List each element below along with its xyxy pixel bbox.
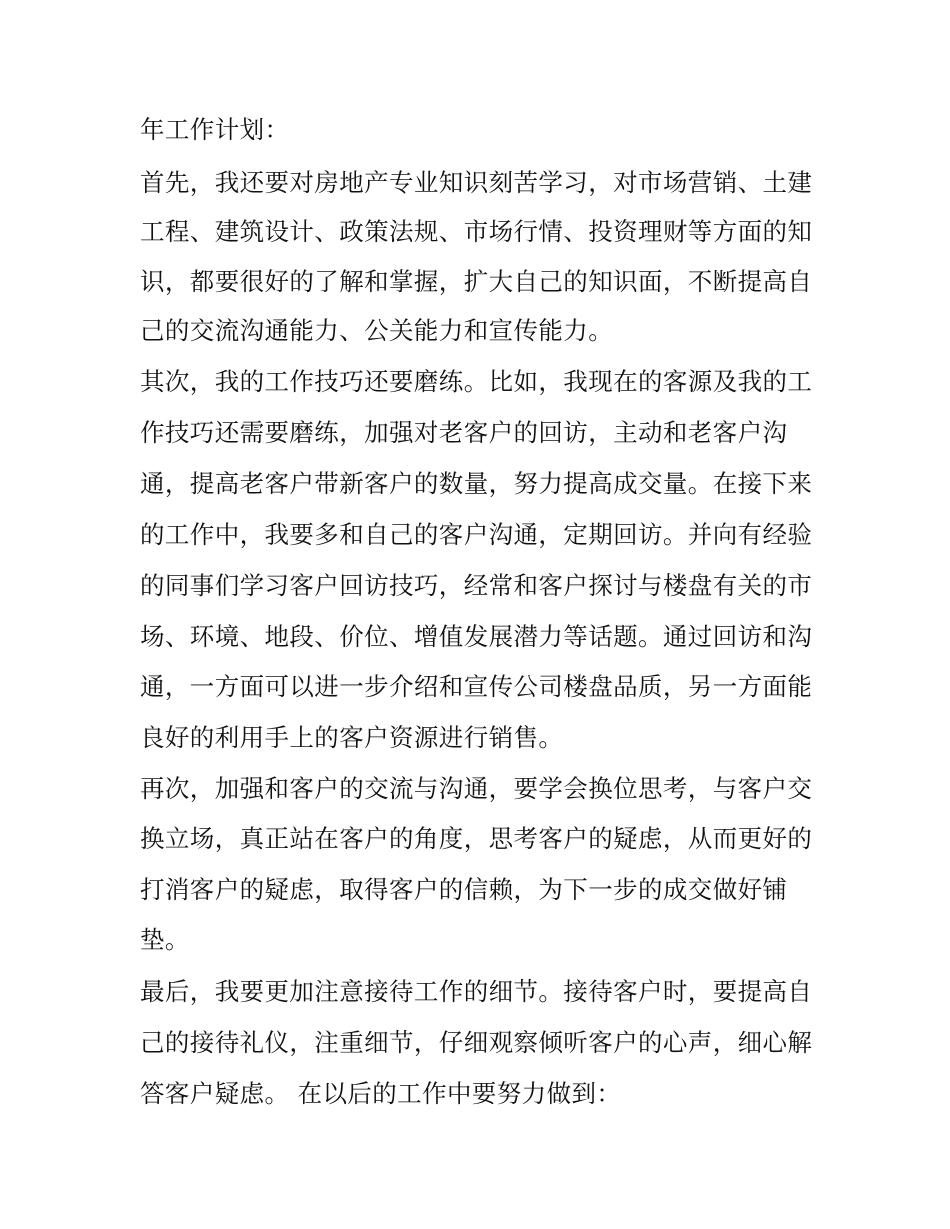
text-line: 工程、建筑设计、政策法规、市场行情、投资理财等方面的知	[140, 217, 813, 246]
text-line: 己的接待礼仪，注重细节，仔细观察倾听客户的心声，细心解	[140, 1028, 813, 1057]
text-line: 垫。	[140, 925, 190, 954]
text-line: 场、环境、地段、价位、增值发展潜力等话题。通过回访和沟	[140, 622, 813, 651]
text-line: 答客户疑虑。 在以后的工作中要努力做到：	[140, 1079, 622, 1108]
text-line-heading: 年工作计划：	[140, 115, 290, 144]
text-line: 作技巧还需要磨练，加强对老客户的回访，主动和老客户沟	[140, 418, 788, 447]
text-line: 识，都要很好的了解和掌握，扩大自己的知识面，不断提高自	[140, 267, 813, 296]
text-line: 其次，我的工作技巧还要磨练。比如，我现在的客源及我的工	[140, 367, 813, 396]
text-line: 的工作中，我要多和自己的客户沟通，定期回访。并向有经验	[140, 520, 813, 549]
text-line: 首先，我还要对房地产专业知识刻苦学习，对市场营销、土建	[140, 168, 813, 197]
text-line: 己的交流沟通能力、公关能力和宣传能力。	[140, 316, 614, 345]
text-line: 最后，我要更加注意接待工作的细节。接待客户时，要提高自	[140, 977, 813, 1006]
text-line: 通，一方面可以进一步介绍和宣传公司楼盘品质，另一方面能	[140, 672, 813, 701]
text-line: 再次，加强和客户的交流与沟通，要学会换位思考，与客户交	[140, 774, 813, 803]
text-line: 良好的利用手上的客户资源进行销售。	[140, 723, 564, 752]
text-line: 的同事们学习客户回访技巧，经常和客户探讨与楼盘有关的市	[140, 571, 813, 600]
text-line: 通，提高老客户带新客户的数量，努力提高成交量。在接下来	[140, 469, 813, 498]
text-line: 换立场，真正站在客户的角度，思考客户的疑虑，从而更好的	[140, 824, 813, 853]
text-line: 打消客户的疑虑，取得客户的信赖，为下一步的成交做好铺	[140, 875, 788, 904]
